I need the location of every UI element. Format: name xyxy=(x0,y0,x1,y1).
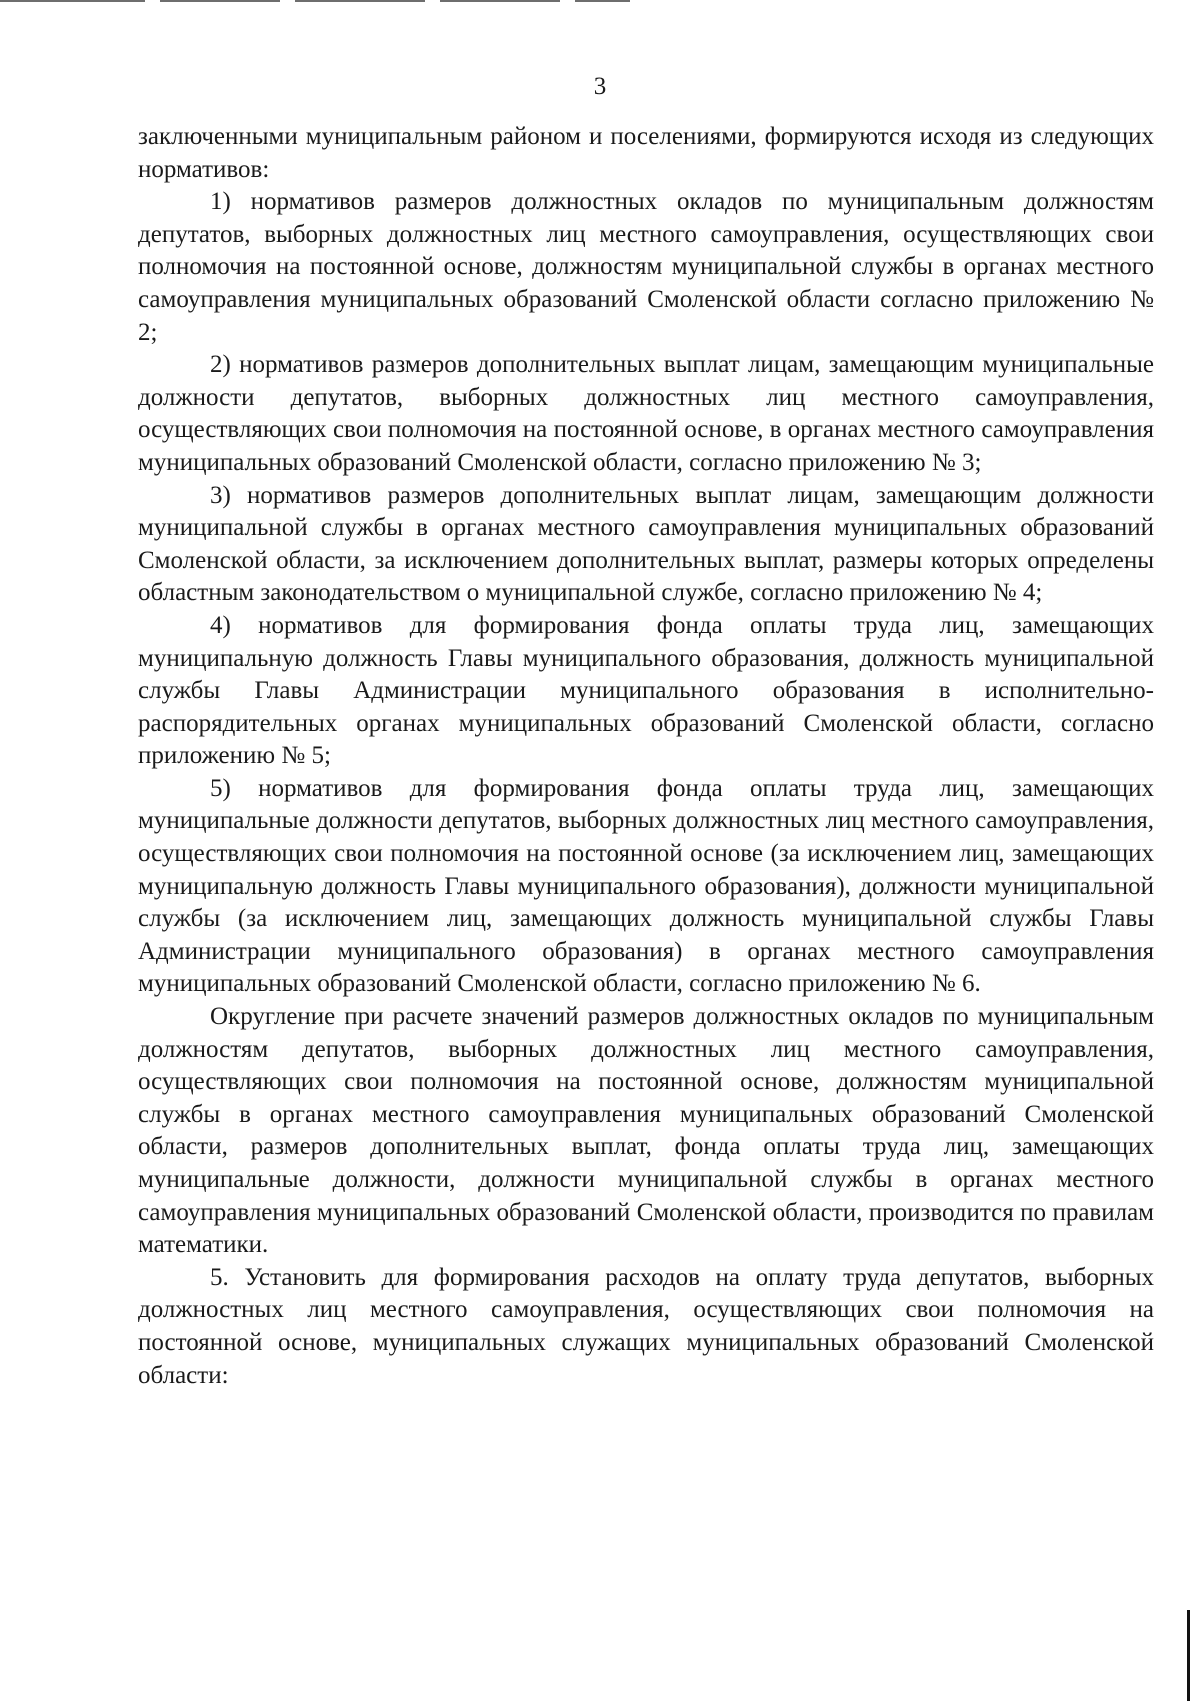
paragraph-item-5: 5) нормативов для формирования фонда оплаты труда лиц, замещающих муниципальные должности депутатов, выборных должностных лиц местного самоуправления, осуществляющих свои полномочия на постоянной основе (за исключением лиц, замещающих муниципальную должность Главы муниципального образования), должности муниципальной службы (за исключением лиц, замещающих должность муниципальной службы Главы Администрации муниципального образования) в органах местного самоуправления муниципальных образований Смоленской области, согласно приложению № 6. xyxy=(138,774,1154,998)
scan-right-mark xyxy=(1187,1610,1190,1701)
paragraph-item-1: 1) нормативов размеров должностных окладов по муниципальным должностям депутатов, выборных должностных лиц местного самоуправления, осуществляющих свои полномочия на постоянной основе, должностям муниципальной службы в органах местного самоуправления муниципальных образований Смоленской области согласно приложению № 2; xyxy=(138,188,1154,346)
scan-top-mark xyxy=(160,0,280,2)
scan-top-mark xyxy=(575,0,630,2)
document-body xyxy=(138,121,1154,1392)
page-number: 3 xyxy=(593,73,607,100)
paragraph-rounding: Округление при расчете значений размеров должностных окладов по муниципальным должностям депутатов, выборных должностных лиц местного самоуправления, осуществляющих свои полномочия на постоянной основе, должностям муниципальной службы в органах местного самоуправления муниципальных образований Смоленской области, размеров дополнительных выплат, фонда оплаты труда лиц, замещающих муниципальные должности, должности муниципальной службы в органах местного самоуправления муниципальных образований Смоленской области, производится по правилам математики. xyxy=(138,1003,1154,1259)
scan-top-mark xyxy=(440,0,560,2)
paragraph-item-3: 3) нормативов размеров дополнительных выплат лицам, замещающим должности муниципальной службы в органах местного самоуправления муниципальных образований Смоленской области, за исключением дополнительных выплат, размеры которых определены областным законодательством о муниципальной службе, согласно приложению № 4; xyxy=(138,481,1154,607)
paragraph-continuation: заключенными муниципальным районом и поселениями, формируются исходя из следующих нормативов: xyxy=(138,123,1154,183)
paragraph-item-2: 2) нормативов размеров дополнительных выплат лицам, замещающим муниципальные должности депутатов, выборных должностных лиц местного самоуправления, осуществляющих свои полномочия на постоянной основе, в органах местного самоуправления муниципальных образований Смоленской области, согласно приложению № 3; xyxy=(138,351,1154,476)
scan-top-mark xyxy=(0,0,145,2)
paragraph-clause-5: 5. Установить для формирования расходов на оплату труда депутатов, выборных должностных лиц местного самоуправления, осуществляющих свои полномочия на постоянной основе, муниципальных служащих муниципальных образований Смоленской области: xyxy=(138,1263,1154,1389)
scan-top-mark xyxy=(295,0,425,2)
paragraph-item-4: 4) нормативов для формирования фонда оплаты труда лиц, замещающих муниципальную должность Главы муниципального образования, должность муниципальной службы Главы Администрации муниципального образования в исполнительно-распорядительных органах муниципальных образований Смоленской области, согласно приложению № 5; xyxy=(138,611,1154,770)
